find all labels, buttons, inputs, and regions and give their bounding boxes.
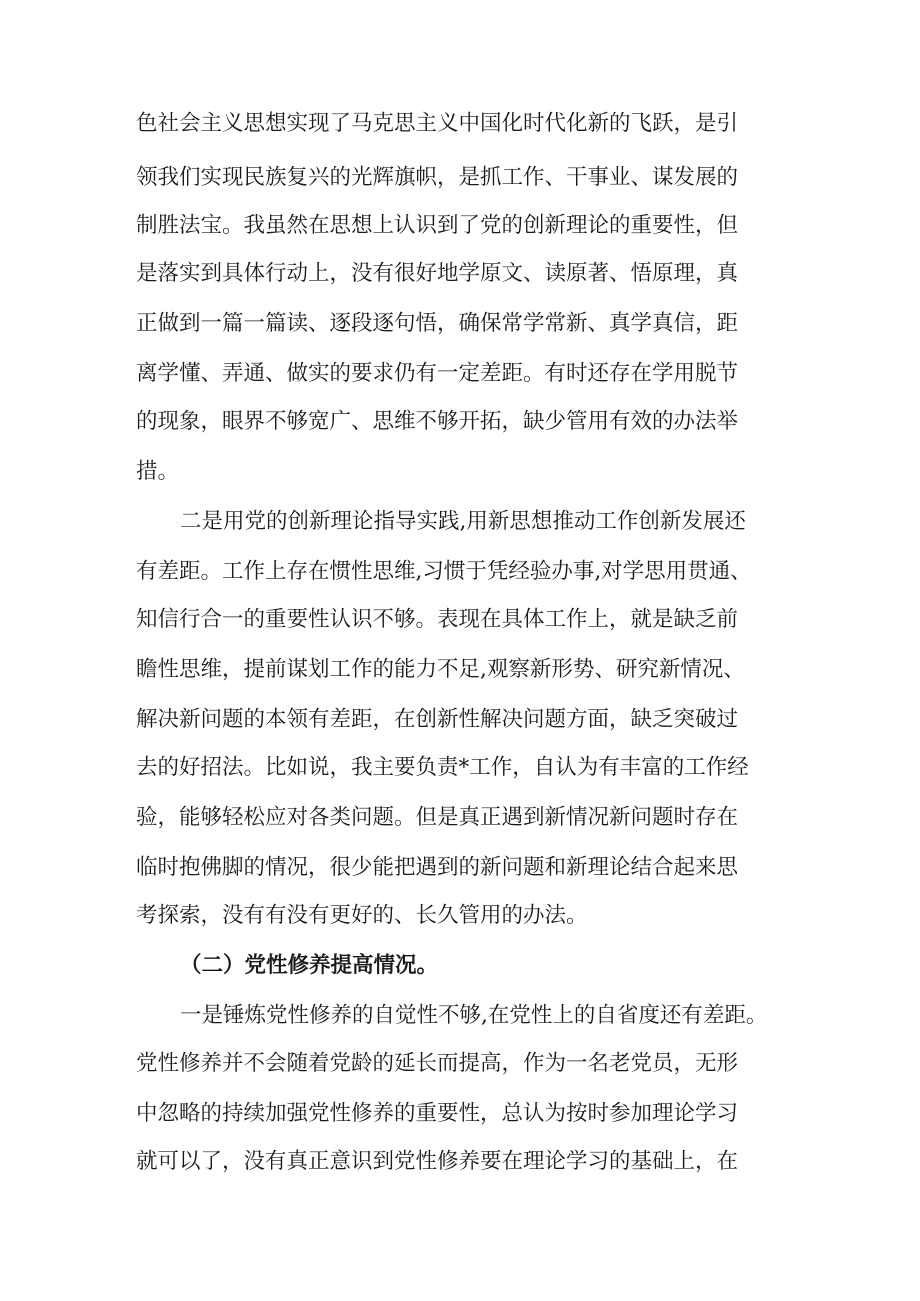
text-line: 制胜法宝。我虽然在思想上认识到了党的创新理论的重要性，但 (136, 213, 739, 238)
text-line: 解决新问题的本领有差距，在创新性解决问题方面，缺乏突破过 (136, 707, 739, 732)
text-line: 离学懂、弄通、做实的要求仍有一定差距。有时还存在学用脱节 (136, 361, 739, 386)
text-line: 是落实到具体行动上，没有很好地学原文、读原著、悟原理，真 (136, 261, 739, 286)
text-line: 党性修养并不会随着党龄的延长而提高，作为一名老党员，无形 (136, 1051, 739, 1076)
text-line: 色社会主义思想实现了马克思主义中国化时代化新的飞跃，是引 (136, 111, 739, 136)
text-line: 正做到一篇一篇读、逐段逐句悟，确保常学常新、真学真信，距 (136, 311, 739, 336)
text-line: 瞻性思维，提前谋划工作的能力不足,观察新形势、研究新情况、 (136, 657, 745, 682)
section-heading: （二）党性修养提高情况。 (180, 953, 439, 978)
text-line: 措。 (136, 459, 180, 484)
paragraph-start-line: 一是锤炼党性修养的自觉性不够,在党性上的自省度还有差距。 (180, 1003, 768, 1028)
text-line: 考探索，没有有没有更好的、长久管用的办法。 (136, 903, 588, 928)
text-line: 中忽略的持续加强党性修养的重要性，总认为按时参加理论学习 (136, 1101, 739, 1126)
text-line: 去的好招法。比如说，我主要负责*工作，自认为有丰富的工作经 (136, 755, 749, 780)
text-line: 知信行合一的重要性认识不够。表现在具体工作上，就是缺乏前 (136, 607, 739, 632)
text-line: 就可以了，没有真正意识到党性修养要在理论学习的基础上，在 (136, 1149, 739, 1174)
paragraph-start-line: 二是用党的创新理论指导实践,用新思想推动工作创新发展还 (180, 509, 746, 534)
text-line: 有差距。工作上存在惯性思维,习惯于凭经验办事,对学思用贯通、 (136, 559, 752, 584)
text-line: 领我们实现民族复兴的光辉旗帜，是抓工作、干事业、谋发展的 (136, 165, 739, 190)
text-line: 验，能够轻松应对各类问题。但是真正遇到新情况新问题时存在 (136, 805, 739, 830)
text-line: 临时抱佛脚的情况，很少能把遇到的新问题和新理论结合起来思 (136, 855, 739, 880)
text-line: 的现象，眼界不够宽广、思维不够开拓，缺少管用有效的办法举 (136, 409, 739, 434)
